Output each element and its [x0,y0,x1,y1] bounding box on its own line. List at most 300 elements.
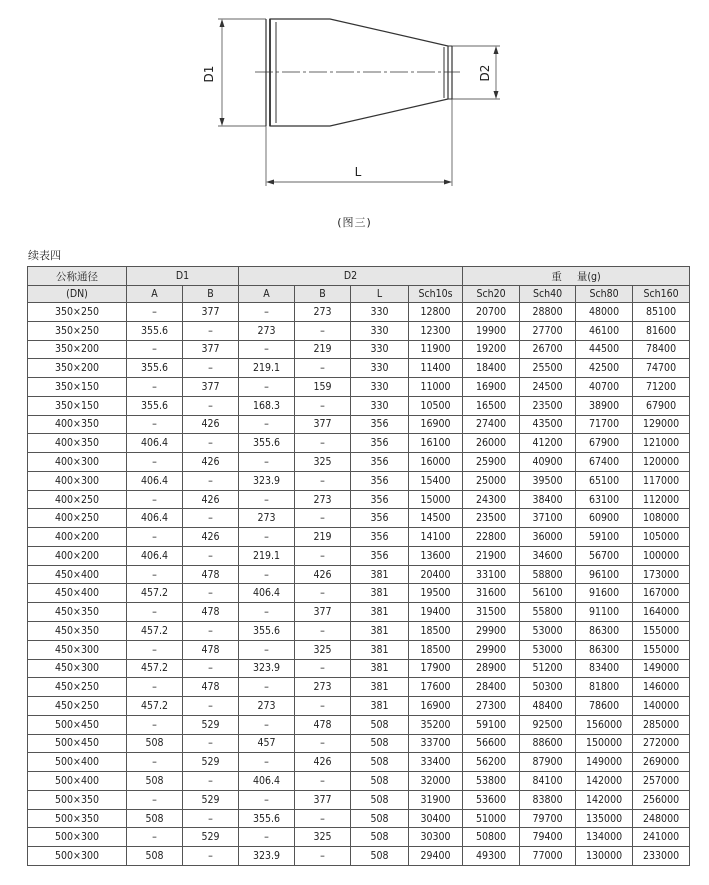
cell-d2-b: 377 [295,415,351,434]
cell-d2-b: – [295,321,351,340]
cell-l: 508 [351,715,409,734]
cell-sch80: 86300 [576,622,633,641]
cell-sch20: 59100 [463,715,520,734]
cell-d2-b: – [295,622,351,641]
cell-sch160: 140000 [633,697,690,716]
cell-sch160: 149000 [633,659,690,678]
cell-dn: 400×200 [28,546,127,565]
cell-d2-b: – [295,734,351,753]
header-sch160: Sch160 [633,286,690,303]
table-row [28,303,690,322]
cell-sch40: 51200 [520,659,576,678]
cell-d1-b: – [183,509,239,528]
cell-d1-a: 406.4 [127,471,183,490]
cell-d2-b: – [295,396,351,415]
cell-d2-a: – [239,303,295,322]
cell-sch80: 78600 [576,697,633,716]
cell-sch10s: 30400 [409,809,463,828]
cell-d1-a: – [127,828,183,847]
cell-sch40: 87900 [520,753,576,772]
cell-sch10s: 18500 [409,640,463,659]
cell-d1-a: – [127,715,183,734]
cell-sch80: 44500 [576,340,633,359]
cell-dn: 450×300 [28,659,127,678]
cell-d1-b: – [183,734,239,753]
table-row [28,546,690,565]
header-d2: D2 [239,267,463,286]
cell-dn: 450×400 [28,584,127,603]
cell-sch20: 24300 [463,490,520,509]
cell-sch40: 34600 [520,546,576,565]
cell-sch20: 18400 [463,359,520,378]
cell-sch160: 129000 [633,415,690,434]
cell-dn: 400×350 [28,415,127,434]
cell-sch20: 31500 [463,603,520,622]
cell-l: 381 [351,640,409,659]
cell-d1-b: 529 [183,828,239,847]
cell-sch20: 20700 [463,303,520,322]
cell-sch40: 55800 [520,603,576,622]
cell-sch40: 43500 [520,415,576,434]
cell-l: 356 [351,546,409,565]
header-d1-a: A [127,286,183,303]
cell-dn: 500×450 [28,715,127,734]
cell-d2-b: – [295,772,351,791]
cell-d2-a: – [239,490,295,509]
header-d1: D1 [127,267,239,286]
cell-sch160: 173000 [633,565,690,584]
cell-sch40: 36000 [520,528,576,547]
cell-sch40: 26700 [520,340,576,359]
cell-sch160: 117000 [633,471,690,490]
cell-dn: 500×450 [28,734,127,753]
cell-d2-b: – [295,434,351,453]
cell-d2-a: 273 [239,321,295,340]
cell-d2-b: – [295,659,351,678]
cell-sch80: 83400 [576,659,633,678]
cell-l: 381 [351,565,409,584]
cell-sch160: 256000 [633,790,690,809]
cell-sch10s: 16900 [409,415,463,434]
table-row [28,622,690,641]
cell-d2-a: 355.6 [239,434,295,453]
cell-l: 330 [351,378,409,397]
cell-sch10s: 11900 [409,340,463,359]
cell-sch20: 23500 [463,509,520,528]
cell-sch10s: 33400 [409,753,463,772]
cell-d1-a: – [127,490,183,509]
cell-sch10s: 17900 [409,659,463,678]
cell-dn: 400×300 [28,453,127,472]
cell-d2-a: 323.9 [239,659,295,678]
cell-sch10s: 30300 [409,828,463,847]
cell-d2-b: – [295,546,351,565]
cell-sch160: 155000 [633,622,690,641]
cell-d1-a: – [127,640,183,659]
cell-sch10s: 32000 [409,772,463,791]
cell-sch160: 164000 [633,603,690,622]
cell-d1-b: 426 [183,490,239,509]
cell-d2-a: 457 [239,734,295,753]
cell-d1-a: – [127,790,183,809]
cell-d1-a: – [127,528,183,547]
header-d2-a: A [239,286,295,303]
cell-d1-b: 426 [183,415,239,434]
cell-d2-b: 478 [295,715,351,734]
cell-dn: 500×300 [28,828,127,847]
cell-l: 356 [351,509,409,528]
cell-dn: 500×350 [28,790,127,809]
cell-sch160: 78400 [633,340,690,359]
cell-sch80: 142000 [576,772,633,791]
cell-d1-a: 406.4 [127,509,183,528]
table-row [28,847,690,866]
table-body [28,303,690,866]
l-label: L [354,165,362,179]
cell-sch10s: 11000 [409,378,463,397]
cell-d1-b: 529 [183,715,239,734]
cell-l: 508 [351,847,409,866]
table-row [28,584,690,603]
table-row [28,359,690,378]
d2-label: D2 [478,64,492,82]
cell-sch40: 77000 [520,847,576,866]
cell-sch10s: 19500 [409,584,463,603]
cell-sch40: 41200 [520,434,576,453]
cell-sch20: 56600 [463,734,520,753]
cell-sch160: 105000 [633,528,690,547]
cell-sch10s: 10500 [409,396,463,415]
header-dn: 公称通径 [28,267,127,286]
spec-table [27,266,690,866]
cell-d2-a: 168.3 [239,396,295,415]
cell-dn: 450×250 [28,697,127,716]
cell-l: 508 [351,753,409,772]
cell-sch40: 28800 [520,303,576,322]
table-row [28,509,690,528]
cell-d1-a: – [127,340,183,359]
header-l: L [351,286,409,303]
cell-sch20: 26000 [463,434,520,453]
cell-sch20: 16500 [463,396,520,415]
header-sch10s: Sch10s [409,286,463,303]
cell-d1-a: 457.2 [127,622,183,641]
cell-d1-b: – [183,847,239,866]
cell-sch160: 248000 [633,809,690,828]
cell-sch160: 121000 [633,434,690,453]
header-d2-b: B [295,286,351,303]
cell-d2-b: 219 [295,528,351,547]
cell-sch20: 33100 [463,565,520,584]
reducer-outline [270,19,448,126]
cell-dn: 350×200 [28,340,127,359]
cell-sch10s: 17600 [409,678,463,697]
cell-sch40: 25500 [520,359,576,378]
cell-sch80: 67900 [576,434,633,453]
table-row [28,809,690,828]
cell-sch160: 272000 [633,734,690,753]
cell-sch80: 59100 [576,528,633,547]
cell-d1-b: 529 [183,790,239,809]
d1-label: D1 [202,65,216,83]
cell-sch40: 39500 [520,471,576,490]
cell-sch160: 112000 [633,490,690,509]
cell-sch40: 53000 [520,622,576,641]
cell-sch20: 50800 [463,828,520,847]
header-sch20: Sch20 [463,286,520,303]
cell-l: 356 [351,528,409,547]
cell-d1-a: – [127,415,183,434]
cell-sch160: 74700 [633,359,690,378]
cell-d2-b: 159 [295,378,351,397]
cell-d1-b: 478 [183,565,239,584]
cell-d1-a: – [127,565,183,584]
cell-sch40: 83800 [520,790,576,809]
cell-l: 356 [351,453,409,472]
cell-sch20: 49300 [463,847,520,866]
table-row [28,490,690,509]
table-row [28,321,690,340]
cell-l: 508 [351,772,409,791]
cell-sch10s: 35200 [409,715,463,734]
cell-sch160: 85100 [633,303,690,322]
cell-sch20: 25900 [463,453,520,472]
cell-sch160: 241000 [633,828,690,847]
cell-d2-b: 325 [295,640,351,659]
cell-dn: 350×200 [28,359,127,378]
table-row [28,828,690,847]
cell-sch80: 149000 [576,753,633,772]
cell-d2-b: – [295,809,351,828]
header-sch40: Sch40 [520,286,576,303]
cell-dn: 350×250 [28,321,127,340]
cell-sch80: 135000 [576,809,633,828]
cell-sch80: 48000 [576,303,633,322]
cell-sch20: 29900 [463,640,520,659]
cell-sch80: 96100 [576,565,633,584]
cell-d2-b: 273 [295,490,351,509]
cell-d1-b: 377 [183,340,239,359]
cell-sch10s: 12800 [409,303,463,322]
cell-sch10s: 16900 [409,697,463,716]
cell-sch80: 65100 [576,471,633,490]
cell-dn: 400×250 [28,490,127,509]
cell-d1-a: 457.2 [127,659,183,678]
cell-d2-a: – [239,340,295,359]
table-row [28,415,690,434]
cell-d2-a: – [239,528,295,547]
cell-sch40: 38400 [520,490,576,509]
cell-sch160: 81600 [633,321,690,340]
cell-sch160: 257000 [633,772,690,791]
cell-l: 330 [351,340,409,359]
cell-dn: 450×400 [28,565,127,584]
cell-d2-a: – [239,678,295,697]
cell-d2-b: – [295,697,351,716]
header-weight: 重 量(g) [463,267,690,286]
header-d1-b: B [183,286,239,303]
table-row [28,640,690,659]
table-row [28,678,690,697]
header-sch80: Sch80 [576,286,633,303]
cell-sch80: 38900 [576,396,633,415]
cell-dn: 400×200 [28,528,127,547]
table-row [28,434,690,453]
cell-sch40: 24500 [520,378,576,397]
cell-d2-a: – [239,640,295,659]
cell-d1-b: – [183,471,239,490]
cell-sch10s: 16100 [409,434,463,453]
cell-dn: 500×350 [28,809,127,828]
cell-d2-a: 273 [239,509,295,528]
table-row [28,528,690,547]
cell-l: 508 [351,790,409,809]
cell-sch20: 29900 [463,622,520,641]
cell-sch80: 86300 [576,640,633,659]
table-row [28,659,690,678]
cell-sch80: 67400 [576,453,633,472]
cell-d2-a: – [239,603,295,622]
cell-d1-a: 406.4 [127,434,183,453]
cell-l: 381 [351,584,409,603]
cell-sch160: 233000 [633,847,690,866]
table-row [28,396,690,415]
cell-l: 381 [351,622,409,641]
cell-d2-a: 355.6 [239,622,295,641]
cell-d2-b: 325 [295,828,351,847]
cell-sch80: 71700 [576,415,633,434]
cell-d1-a: 508 [127,847,183,866]
cell-d2-a: – [239,828,295,847]
cell-dn: 450×300 [28,640,127,659]
cell-d1-a: 508 [127,734,183,753]
cell-sch20: 28900 [463,659,520,678]
cell-d2-a: 219.1 [239,546,295,565]
cell-d1-a: – [127,453,183,472]
cell-d1-b: – [183,321,239,340]
cell-dn: 400×350 [28,434,127,453]
cell-d2-a: 323.9 [239,471,295,490]
cell-d1-a: 355.6 [127,359,183,378]
cell-d1-a: – [127,378,183,397]
cell-sch160: 146000 [633,678,690,697]
cell-sch10s: 20400 [409,565,463,584]
cell-sch40: 88600 [520,734,576,753]
table-row [28,697,690,716]
cell-sch40: 23500 [520,396,576,415]
cell-dn: 450×350 [28,603,127,622]
cell-d1-a: 457.2 [127,584,183,603]
cell-sch160: 167000 [633,584,690,603]
cell-sch10s: 15400 [409,471,463,490]
cell-sch20: 31600 [463,584,520,603]
cell-sch40: 50300 [520,678,576,697]
cell-d2-b: – [295,847,351,866]
cell-d1-a: 508 [127,809,183,828]
cell-d1-b: 426 [183,528,239,547]
cell-d1-b: – [183,396,239,415]
cell-d2-b: 273 [295,303,351,322]
cell-sch20: 25000 [463,471,520,490]
table-title: 续表四 [28,249,61,262]
cell-d2-a: – [239,715,295,734]
cell-sch20: 21900 [463,546,520,565]
cell-l: 356 [351,415,409,434]
cell-sch160: 269000 [633,753,690,772]
header-dn-unit: (DN) [28,286,127,303]
cell-d2-a: 323.9 [239,847,295,866]
cell-sch20: 22800 [463,528,520,547]
cell-sch20: 19200 [463,340,520,359]
cell-l: 381 [351,697,409,716]
cell-sch40: 37100 [520,509,576,528]
cell-sch80: 134000 [576,828,633,847]
cell-d1-a: 355.6 [127,396,183,415]
cell-sch10s: 14100 [409,528,463,547]
cell-d2-a: – [239,453,295,472]
cell-l: 330 [351,359,409,378]
cell-d1-b: – [183,659,239,678]
cell-l: 381 [351,678,409,697]
cell-l: 330 [351,321,409,340]
cell-sch80: 150000 [576,734,633,753]
figure-caption: (图三) [337,216,372,229]
cell-d2-a: – [239,790,295,809]
cell-sch10s: 18500 [409,622,463,641]
cell-d1-b: 478 [183,678,239,697]
cell-d1-b: – [183,697,239,716]
cell-dn: 400×250 [28,509,127,528]
cell-l: 330 [351,396,409,415]
cell-l: 508 [351,734,409,753]
cell-sch40: 58800 [520,565,576,584]
cell-l: 381 [351,603,409,622]
cell-d2-a: 355.6 [239,809,295,828]
cell-sch80: 60900 [576,509,633,528]
cell-d1-b: – [183,772,239,791]
cell-sch20: 16900 [463,378,520,397]
cell-sch20: 53800 [463,772,520,791]
cell-d1-b: – [183,584,239,603]
cell-d1-b: 529 [183,753,239,772]
cell-sch40: 27700 [520,321,576,340]
cell-sch160: 155000 [633,640,690,659]
cell-sch10s: 19400 [409,603,463,622]
cell-sch40: 79700 [520,809,576,828]
cell-d1-a: – [127,753,183,772]
cell-sch40: 56100 [520,584,576,603]
cell-sch80: 81800 [576,678,633,697]
cell-d1-b: 377 [183,378,239,397]
cell-d2-b: 426 [295,565,351,584]
cell-sch160: 120000 [633,453,690,472]
table-row [28,790,690,809]
table-row [28,603,690,622]
table-row [28,772,690,791]
cell-d2-b: 377 [295,603,351,622]
cell-sch10s: 31900 [409,790,463,809]
cell-sch10s: 14500 [409,509,463,528]
cell-d2-a: – [239,415,295,434]
cell-sch80: 42500 [576,359,633,378]
cell-l: 356 [351,471,409,490]
cell-sch80: 91600 [576,584,633,603]
cell-d1-b: – [183,359,239,378]
cell-d2-a: – [239,753,295,772]
cell-sch20: 56200 [463,753,520,772]
cell-sch20: 27400 [463,415,520,434]
cell-d2-b: – [295,359,351,378]
